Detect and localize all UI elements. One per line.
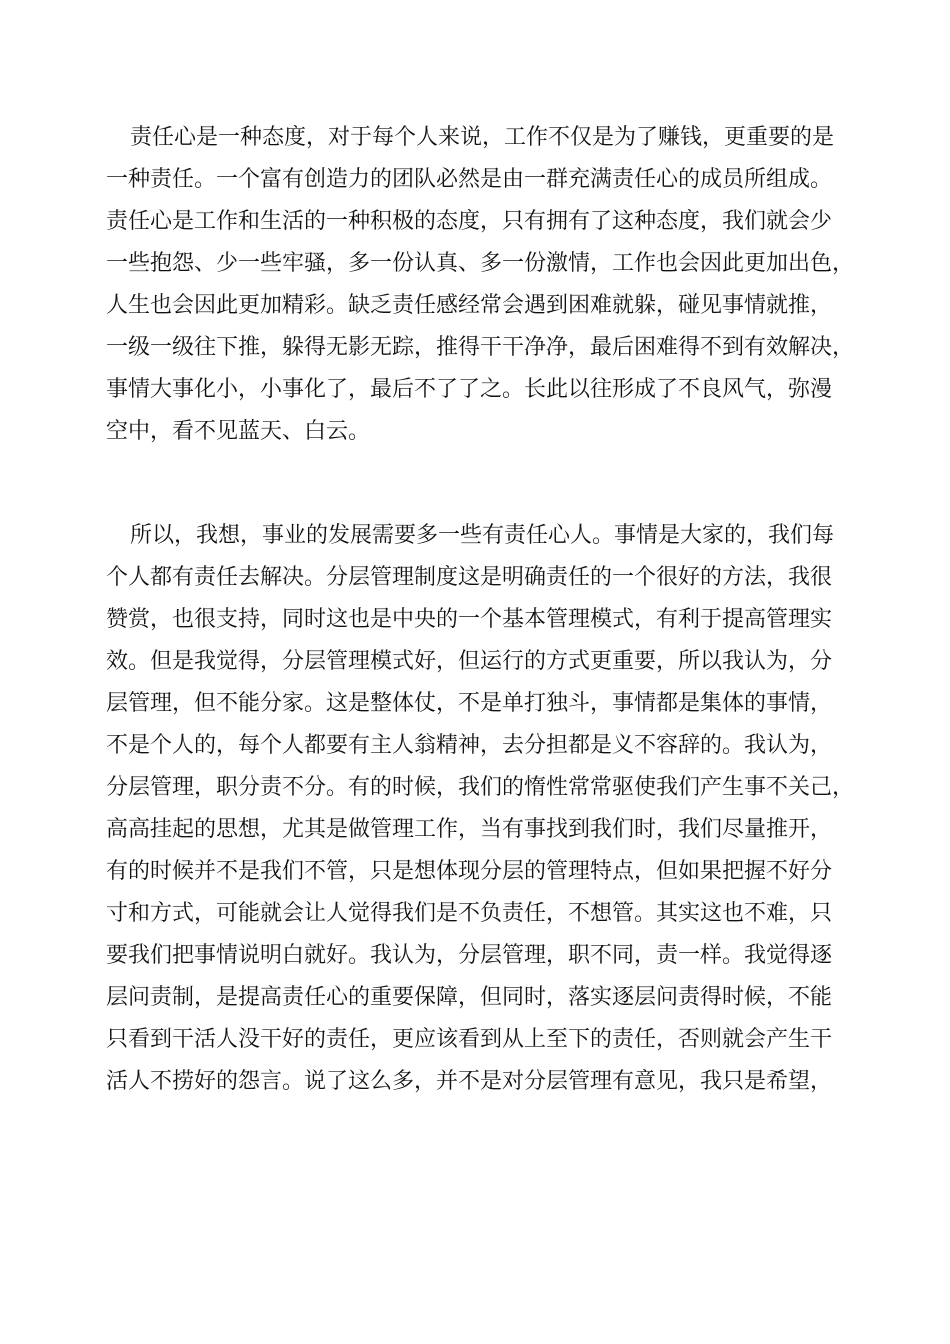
text-line: 一级一级往下推，躲得无影无踪，推得干干净净，最后困难得不到有效解决， xyxy=(106,335,855,360)
text-line: 赞赏，也很支持，同时这也是中央的一个基本管理模式，有利于提高管理实 xyxy=(106,607,833,632)
text-line: 所以，我想，事业的发展需要多一些有责任心人。事情是大家的，我们每 xyxy=(130,523,835,548)
text-line: 空中，看不见蓝天、白云。 xyxy=(106,419,371,444)
text-line: 人生也会因此更加精彩。缺乏责任感经常会遇到困难就躲，碰见事情就推， xyxy=(106,293,833,318)
text-line: 要我们把事情说明白就好。我认为，分层管理，职不同，责一样。我觉得逐 xyxy=(106,943,833,968)
text-line: 个人都有责任去解决。分层管理制度这是明确责任的一个很好的方法，我很 xyxy=(106,565,833,590)
text-line: 层问责制，是提高责任心的重要保障，但同时，落实逐层问责得时候，不能 xyxy=(106,985,833,1010)
text-line: 分层管理，职分责不分。有的时候，我们的惰性常常驱使我们产生事不关己， xyxy=(106,775,855,800)
paragraph-1 xyxy=(106,117,856,453)
paragraph-2 xyxy=(106,515,856,1103)
text-line: 效。但是我觉得，分层管理模式好，但运行的方式更重要，所以我认为，分 xyxy=(106,649,833,674)
text-line: 不是个人的，每个人都要有主人翁精神，去分担都是义不容辞的。我认为， xyxy=(106,733,833,758)
text-line: 有的时候并不是我们不管，只是想体现分层的管理特点，但如果把握不好分 xyxy=(106,859,833,884)
text-line: 高高挂起的思想，尤其是做管理工作，当有事找到我们时，我们尽量推开， xyxy=(106,817,833,842)
text-line: 责任心是一种态度，对于每个人来说，工作不仅是为了赚钱，更重要的是 xyxy=(130,125,835,150)
text-line: 层管理，但不能分家。这是整体仗，不是单打独斗，事情都是集体的事情， xyxy=(106,691,833,716)
text-line: 只看到干活人没干好的责任，更应该看到从上至下的责任，否则就会产生干 xyxy=(106,1027,833,1052)
text-line: 责任心是工作和生活的一种积极的态度，只有拥有了这种态度，我们就会少 xyxy=(106,209,833,234)
text-line: 一种责任。一个富有创造力的团队必然是由一群充满责任心的成员所组成。 xyxy=(106,167,833,192)
text-line: 事情大事化小，小事化了，最后不了了之。长此以往形成了不良风气，弥漫 xyxy=(106,377,833,402)
text-line: 活人不捞好的怨言。说了这么多，并不是对分层管理有意见，我只是希望， xyxy=(106,1069,833,1094)
text-line: 一些抱怨、少一些牢骚，多一份认真、多一份激情，工作也会因此更加出色， xyxy=(106,251,855,276)
text-line: 寸和方式，可能就会让人觉得我们是不负责任，不想管。其实这也不难，只 xyxy=(106,901,833,926)
